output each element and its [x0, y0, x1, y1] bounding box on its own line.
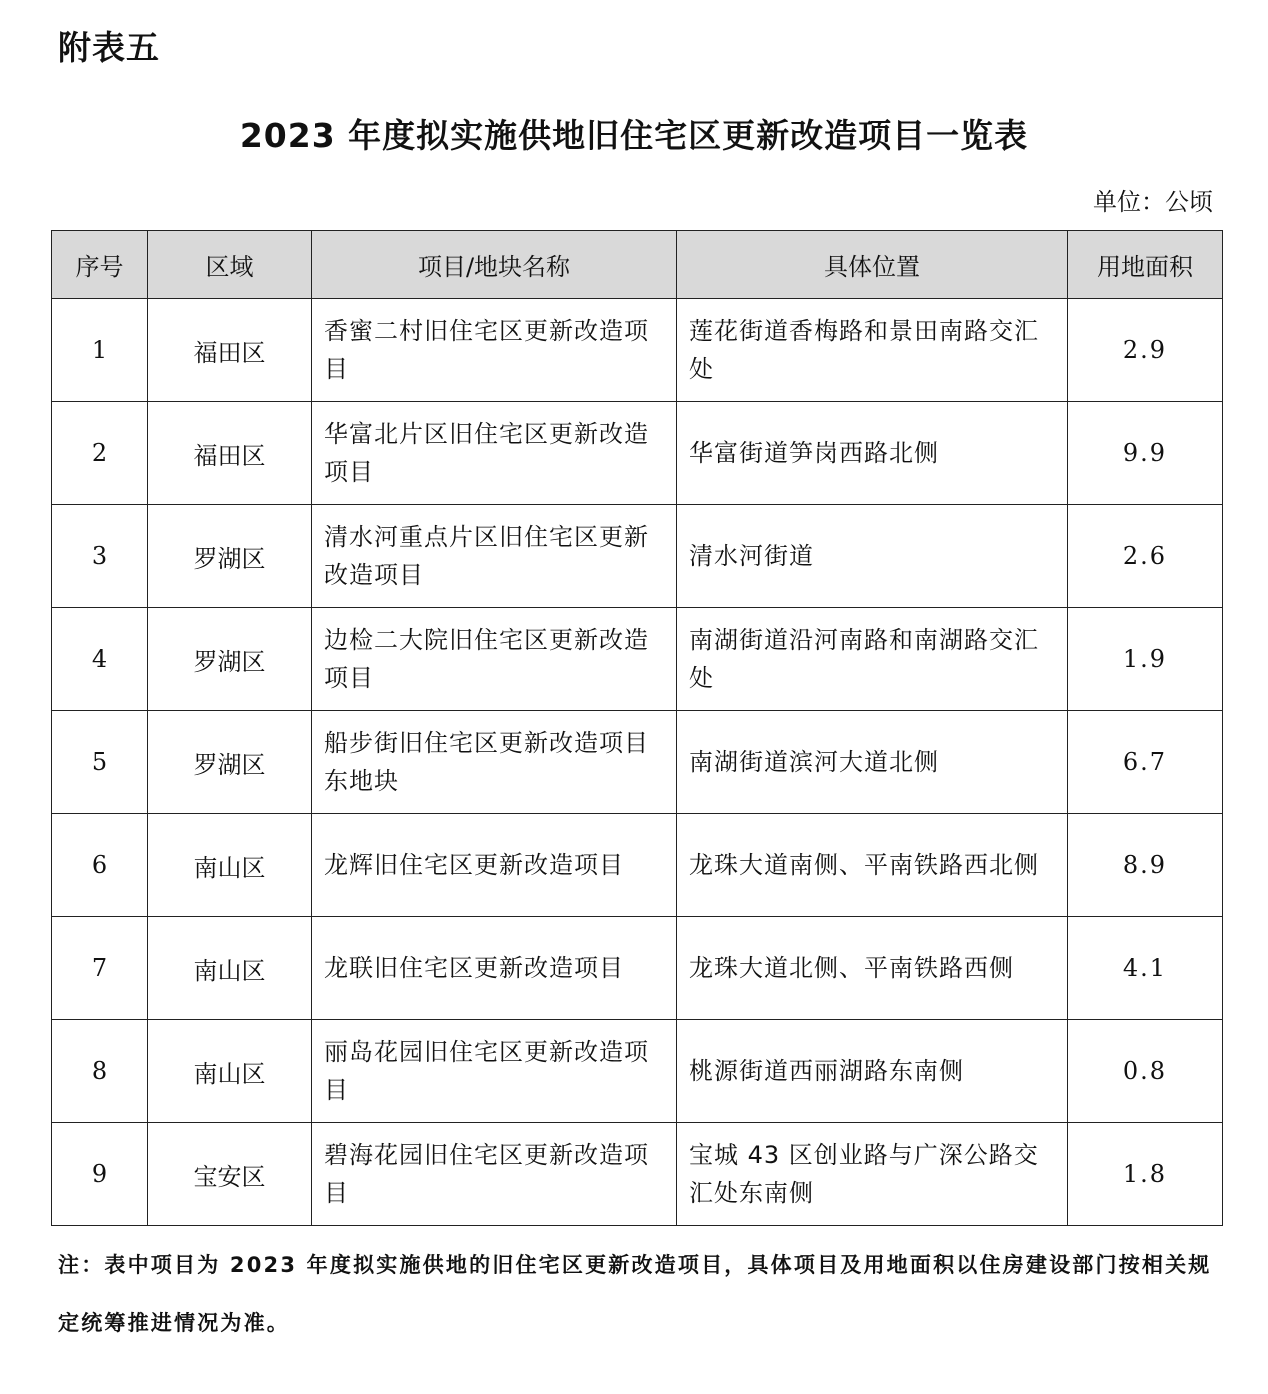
- header-location: 具体位置: [677, 231, 1068, 299]
- row-district: 罗湖区: [148, 711, 312, 814]
- table-row: [52, 299, 1223, 402]
- row-location: 桃源街道西丽湖路东南侧: [677, 1020, 1068, 1123]
- row-project: 船步街旧住宅区更新改造项目东地块: [312, 711, 677, 814]
- table-row: [52, 1020, 1223, 1123]
- row-district: 福田区: [148, 402, 312, 505]
- row-number: 1: [52, 299, 148, 402]
- row-project: 丽岛花园旧住宅区更新改造项目: [312, 1020, 677, 1123]
- footnote: 注：表中项目为 2023 年度拟实施供地的旧住宅区更新改造项目，具体项目及用地面积以住房建设部门按相关规定统筹推进情况为准。: [58, 1253, 1212, 1335]
- row-number: 4: [52, 608, 148, 711]
- row-district: 福田区: [148, 299, 312, 402]
- row-area: 1.9: [1068, 608, 1223, 711]
- row-number: 7: [52, 917, 148, 1020]
- row-area: 4.1: [1068, 917, 1223, 1020]
- row-number: 6: [52, 814, 148, 917]
- row-district: 罗湖区: [148, 608, 312, 711]
- header-area: 用地面积: [1068, 231, 1223, 299]
- row-area: 2.9: [1068, 299, 1223, 402]
- row-area: 9.9: [1068, 402, 1223, 505]
- header-number: 序号: [52, 231, 148, 299]
- table-row: [52, 402, 1223, 505]
- row-project: 香蜜二村旧住宅区更新改造项目: [312, 299, 677, 402]
- unit-label: 单位：公顷: [1093, 188, 1213, 216]
- header-project: 项目/地块名称: [312, 231, 677, 299]
- row-project: 华富北片区旧住宅区更新改造项目: [312, 402, 677, 505]
- table-row: [52, 505, 1223, 608]
- table-row: [52, 917, 1223, 1020]
- row-area: 8.9: [1068, 814, 1223, 917]
- row-district: 南山区: [148, 814, 312, 917]
- row-location: 龙珠大道南侧、平南铁路西北侧: [677, 814, 1068, 917]
- row-district: 宝安区: [148, 1123, 312, 1226]
- table-header-row: [52, 231, 1223, 299]
- table-row: [52, 608, 1223, 711]
- header-district: 区域: [148, 231, 312, 299]
- row-number: 5: [52, 711, 148, 814]
- row-project: 清水河重点片区旧住宅区更新改造项目: [312, 505, 677, 608]
- row-project: 碧海花园旧住宅区更新改造项目: [312, 1123, 677, 1226]
- row-location: 龙珠大道北侧、平南铁路西侧: [677, 917, 1068, 1020]
- row-location: 莲花街道香梅路和景田南路交汇处: [677, 299, 1068, 402]
- table-row: [52, 711, 1223, 814]
- project-table: [51, 230, 1223, 1226]
- row-number: 9: [52, 1123, 148, 1226]
- row-number: 8: [52, 1020, 148, 1123]
- row-project: 龙辉旧住宅区更新改造项目: [312, 814, 677, 917]
- row-district: 南山区: [148, 1020, 312, 1123]
- row-area: 6.7: [1068, 711, 1223, 814]
- row-location: 华富街道笋岗西路北侧: [677, 402, 1068, 505]
- row-number: 3: [52, 505, 148, 608]
- table-row: [52, 814, 1223, 917]
- attachment-label: 附表五: [58, 28, 160, 67]
- row-area: 2.6: [1068, 505, 1223, 608]
- row-district: 罗湖区: [148, 505, 312, 608]
- row-district: 南山区: [148, 917, 312, 1020]
- row-area: 0.8: [1068, 1020, 1223, 1123]
- table-row: [52, 1123, 1223, 1226]
- row-project: 边检二大院旧住宅区更新改造项目: [312, 608, 677, 711]
- row-location: 南湖街道滨河大道北侧: [677, 711, 1068, 814]
- row-project: 龙联旧住宅区更新改造项目: [312, 917, 677, 1020]
- row-location: 宝城 43 区创业路与广深公路交汇处东南侧: [677, 1123, 1068, 1226]
- row-area: 1.8: [1068, 1123, 1223, 1226]
- document-title: 2023 年度拟实施供地旧住宅区更新改造项目一览表: [239, 116, 1029, 155]
- row-number: 2: [52, 402, 148, 505]
- row-location: 清水河街道: [677, 505, 1068, 608]
- row-location: 南湖街道沿河南路和南湖路交汇处: [677, 608, 1068, 711]
